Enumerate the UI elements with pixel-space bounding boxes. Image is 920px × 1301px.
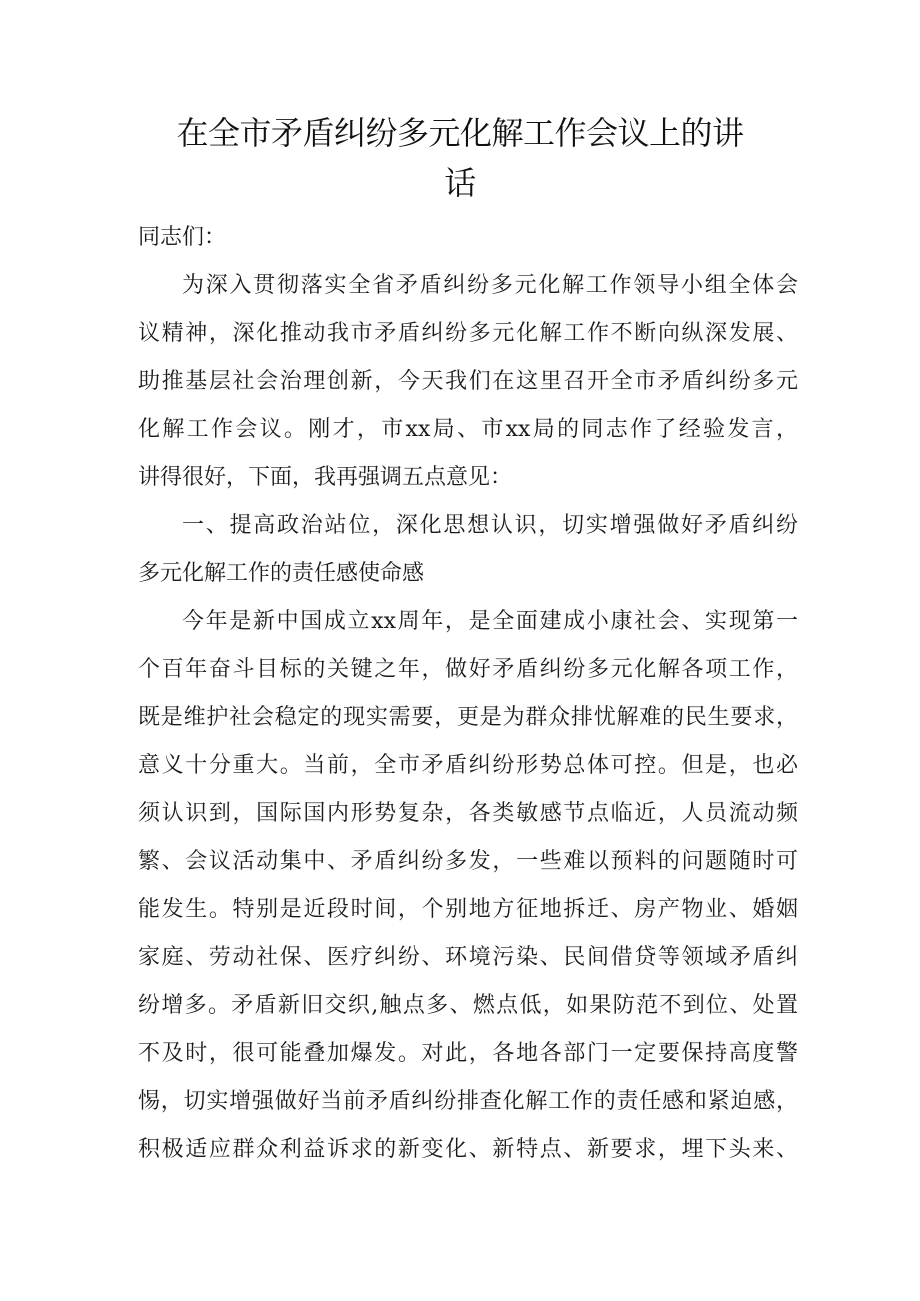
paragraph-line: 家庭、劳动社保、医疗纠纷、环境污染、民间借贷等领域矛盾纠 — [138, 945, 798, 970]
paragraph-line: 助推基层社会治理创新，今天我们在这里召开全市矛盾纠纷多元 — [138, 369, 798, 394]
paragraph-line: 纷增多。矛盾新旧交织,触点多、燃点低，如果防范不到位、处置 — [138, 993, 798, 1018]
paragraph-line: 繁、会议活动集中、矛盾纠纷多发，一些难以预料的问题随时可 — [138, 849, 798, 874]
paragraph-line: 个百年奋斗目标的关键之年，做好矛盾纠纷多元化解各项工作， — [138, 657, 798, 682]
paragraph-line: 讲得很好，下面，我再强调五点意见： — [138, 465, 513, 490]
section-heading-1 — [138, 502, 798, 598]
paragraph-line: 既是维护社会稳定的现实需要，更是为群众排忧解难的民生要求， — [138, 705, 798, 730]
heading-line: 多元化解工作的责任感使命感 — [138, 561, 425, 586]
document-title-line-2: 话 — [444, 164, 476, 202]
paragraph-line: 惕，切实增强做好当前矛盾纠纷排查化解工作的责任感和紧迫感， — [138, 1089, 798, 1114]
salutation: 同志们： — [138, 225, 227, 250]
paragraph-line: 须认识到，国际国内形势复杂，各类敏感节点临近，人员流动频 — [138, 801, 798, 826]
heading-line: 一、提高政治站位，深化思想认识，切实增强做好矛盾纠纷 — [182, 513, 798, 538]
paragraph-line: 今年是新中国成立xx周年，是全面建成小康社会、实现第一 — [182, 609, 798, 634]
paragraph-line: 能发生。特别是近段时间，个别地方征地拆迁、房产物业、婚姻 — [138, 897, 798, 922]
paragraph-line: 意义十分重大。当前，全市矛盾纠纷形势总体可控。但是，也必 — [138, 753, 798, 778]
paragraph-line: 不及时，很可能叠加爆发。对此，各地各部门一定要保持高度警 — [138, 1041, 798, 1066]
paragraph-section-1-body — [138, 598, 798, 1174]
paragraph-line: 议精神，深化推动我市矛盾纠纷多元化解工作不断向纵深发展、 — [138, 321, 798, 346]
paragraph-intro — [138, 262, 798, 502]
paragraph-line: 为深入贯彻落实全省矛盾纠纷多元化解工作领导小组全体会 — [182, 273, 798, 298]
paragraph-line: 积极适应群众利益诉求的新变化、新特点、新要求，埋下头来、 — [138, 1137, 798, 1162]
document-title-line-1: 在全市矛盾纠纷多元化解工作会议上的讲 — [176, 114, 744, 152]
paragraph-line: 化解工作会议。刚才，市xx局、市xx局的同志作了经验发言， — [138, 417, 798, 442]
